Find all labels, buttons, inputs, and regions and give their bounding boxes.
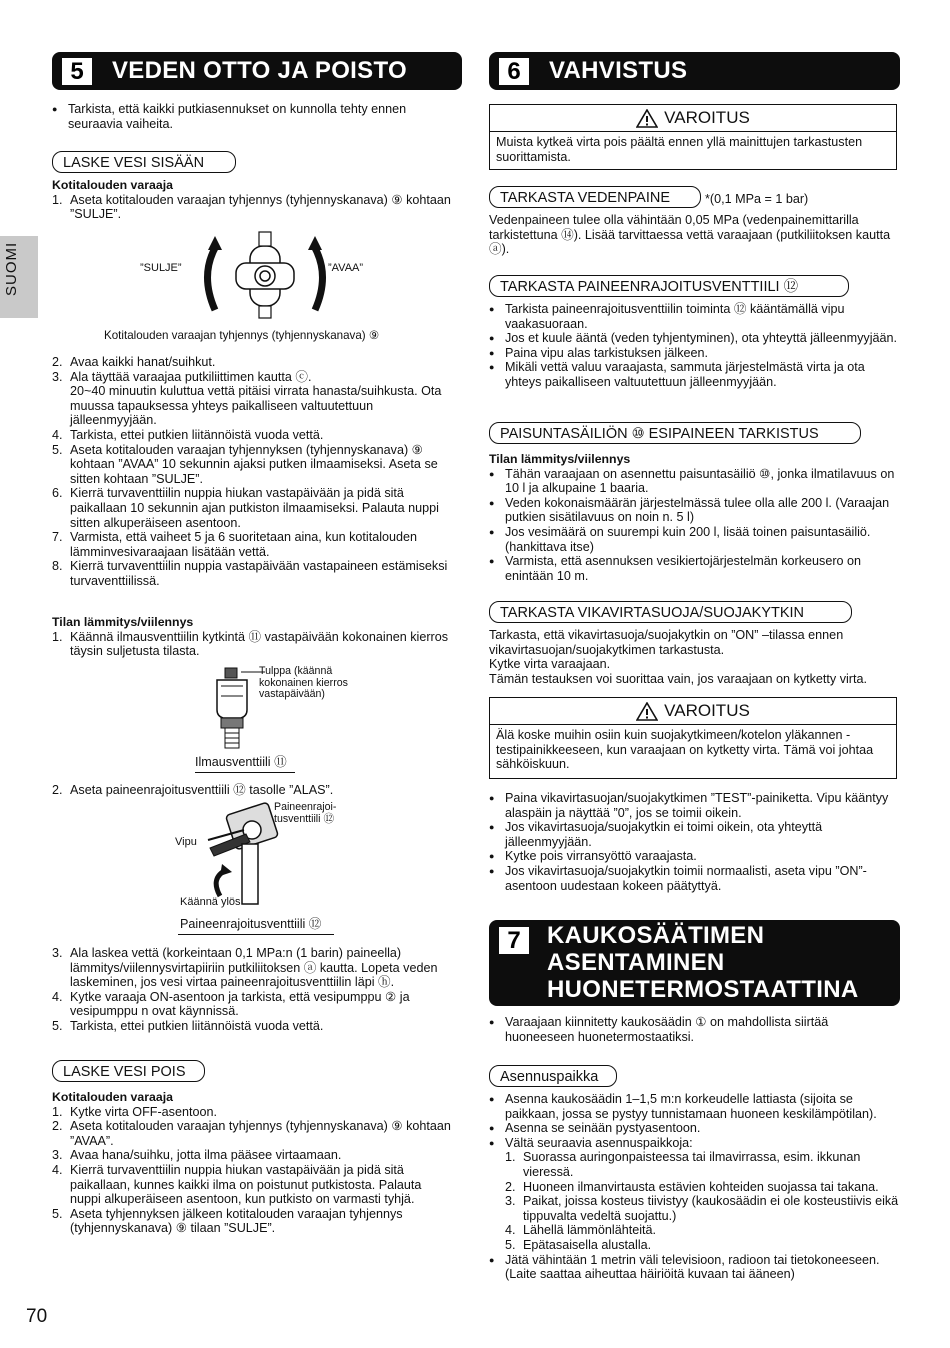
install-item: ● Jätä vähintään 1 metrin väli televisioon, radioon tai tietokoneeseen. (Laite saattaa aiheuttaa häiriöitä kuvaan tai ääneen) xyxy=(489,1253,901,1282)
page-number: 70 xyxy=(26,1306,48,1327)
fill-step: 8. Kierrä turvaventtiilin nuppia vastapäivään vastapaineen estämiseksi turvaventtiilissä. xyxy=(52,559,448,588)
intro-text: ● Tarkista, että kaikki putkiasennukset on kunnolla tehty ennen seuraavia vaiheita. xyxy=(52,102,452,131)
section-7-title-line-3: HUONETERMOSTAATTINA xyxy=(547,976,859,1003)
language-tab-label: SUOMI xyxy=(3,241,20,296)
expansion-tank-pill: PAISUNTASÄILIÖN ⑩ ESIPAINEEN TARKISTUS xyxy=(489,422,861,444)
install-list xyxy=(489,1092,901,1282)
rcd-text-1: Tarkasta, että vikavirtasuoja/suojakytkin on ”ON” –tilassa ennen vikavirtasuojan/suojakytkimen tarkastusta. xyxy=(489,628,844,657)
check-relief-valve-pill: TARKASTA PAINEENRAJOITUSVENTTIILI ⑫ xyxy=(489,275,849,297)
fig2-note: Tulppa (käännä kokonainen kierros vastapäivään) xyxy=(259,665,348,700)
fig1-open-label: ”AVAA” xyxy=(328,262,364,274)
fill-step-1-text: Aseta kotitalouden varaajan tyhjennys (tyhjennyskanava) ⑨ kohtaan ”SULJE”. xyxy=(70,192,451,222)
warning-1-body: Muista kytkeä virta pois päältä ennen yllä mainittujen tarkastusten suorittamista. xyxy=(496,135,863,164)
fig3-caption: Paineenrajoitusventtiili ⑫ xyxy=(180,917,322,931)
warning-1-title: VAROITUS xyxy=(664,108,750,127)
section-6-number: 6 xyxy=(499,58,529,85)
fig3-lever-label: Vipu xyxy=(175,836,197,848)
drain-step: 5. Aseta tyhjennyksen jälkeen kotitalouden varaajan tyhjennys (tyhjennyskanava) ⑨ tilaan ”SULJE”. xyxy=(52,1206,403,1236)
install-location-pill: Asennuspaikka xyxy=(489,1065,617,1087)
expansion-item: ● Varmista, että asennuksen vesikiertojärjestelmän korkeusero on enintään 10 m. xyxy=(489,554,899,583)
relief-item: ● Tarkista paineenrajoitusventtiilin toiminta ⑫ kääntämällä vipu vaakasuoraan. xyxy=(489,302,899,331)
fig3-note: Paineenrajoi-tusventtiili ⑫ xyxy=(274,801,337,825)
pressure-note: *(0,1 MPa = 1 bar) xyxy=(705,192,809,206)
rcd-item: ● Paina vikavirtasuojan/suojakytkimen ”TEST”-painiketta. Vipu kääntyy alaspäin ja näyttää ”0”, jos se toimii oikein. xyxy=(489,791,899,820)
fill-subheading-2: Tilan lämmitys/viilennys xyxy=(52,615,194,629)
fill-steps-list xyxy=(52,355,452,589)
avoid-item: 4. Lähellä lämmönlähteitä. xyxy=(505,1223,657,1238)
drain-step: 2. Aseta kotitalouden varaajan tyhjennys (tyhjennyskanava) ⑨ kohtaan ”AVAA”. xyxy=(52,1119,451,1148)
section-7-number: 7 xyxy=(499,927,529,954)
heat-step: 4. Kytke varaaja ON-asentoon ja tarkista, että vesipumppu ② ja vesipumppu n ovat käynnissä. xyxy=(52,989,410,1019)
heat-step-2-block xyxy=(52,783,452,798)
expansion-subheading: Tilan lämmitys/viilennys xyxy=(489,452,631,466)
drain-block xyxy=(52,1090,452,1236)
warning-box-2 xyxy=(489,697,897,779)
pressure-text: Vedenpaineen tulee olla vähintään 0,05 MPa (vedenpainemittarilla tarkistettuna ⑭). Lisää tarvittaessa vettä varaajaan (putkiliitoksen kautta ⓐ). xyxy=(489,213,891,257)
warning-2-body: Älä koske muihin osiin kuin suojakytkimeen/kotelon yläkannen -testipainikkeeseen, kun varaajaan on kytketty virta. Tämä voi johtaa sähköiskuun. xyxy=(496,728,874,772)
install-item: ● Vältä seuraavia asennuspaikkoja: xyxy=(489,1136,901,1151)
heat-step-1: 1. Käännä ilmausventtiilin kytkintä ⑪ vastapäivään kokonainen kierros täysin suljetusta tilasta. xyxy=(52,629,449,659)
warning-1-header xyxy=(490,105,896,132)
fig2-caption-rule xyxy=(195,772,295,773)
section-6-title: VAHVISTUS xyxy=(549,57,688,84)
fill-step: 5. Aseta kotitalouden varaajan tyhjennyksen (tyhjennyskanava) ⑨ kohtaan ”AVAA” 10 sekunnin ajaksi putken ilmaamiseksi. Aseta se sitten kohtaan ”SULJE”. xyxy=(52,442,438,486)
fill-step-1: 1. Aseta kotitalouden varaajan tyhjennys (tyhjennyskanava) ⑨ kohtaan ”SULJE”. xyxy=(52,192,451,222)
remote-intro: ● Varaajaan kiinnitetty kaukosäädin ① on mahdollista siirtää huoneeseen huonetermostaatiksi. xyxy=(489,1015,899,1044)
rcd-item: ● Kytke pois virransyöttö varaajasta. xyxy=(489,849,899,864)
expansion-item: ● Jos vesimäärä on suurempi kuin 200 l, lisää toinen paisuntasäiliö. (hankittava itse) xyxy=(489,525,899,554)
heat-step-2: 2. Aseta paineenrajoitusventtiili ⑫ tasolle ”ALAS”. xyxy=(52,783,334,797)
fill-water-pill: LASKE VESI SISÄÄN xyxy=(52,151,236,173)
fig1-close-label: ”SULJE” xyxy=(140,262,182,274)
install-item: ● Asenna se seinään pystyasentoon. xyxy=(489,1121,901,1136)
fill-step: 2. Avaa kaikki hanat/suihkut. xyxy=(52,355,216,369)
fill-step: 6. Kierrä turvaventtiilin nuppia hiukan vastapäivään ja pidä sitä paikallaan 10 sekunnin ajan putkiston ilmaamiseksi. Palauta nuppi sitten alkuperäiseen asentoon. xyxy=(52,486,439,530)
avoid-item: 2. Huoneen ilmanvirtausta estävien kohteiden suojassa tai takana. xyxy=(505,1179,879,1194)
relief-item: ● Jos et kuule ääntä (veden tyhjentyminen), ota yhteyttä jälleenmyyjään. xyxy=(489,331,899,346)
fig3-caption-rule xyxy=(178,934,334,935)
fill-subheading-1: Kotitalouden varaaja xyxy=(52,178,173,192)
warning-2-title: VAROITUS xyxy=(664,701,750,720)
section-7-header xyxy=(489,920,900,1006)
fill-step: 20~40 minuutin kuluttua vettä pitäisi virrata hanasta/suihkusta. Ota muussa tapauksessa yhteys paikalliseen valtuutettuun jälleenmyyjään. xyxy=(70,384,442,428)
install-item: ● Asenna kaukosäädin 1–1,5 m:n korkeudelle lattiasta (sijoita se paikkaan, jossa se pystyy tunnistamaan huoneen keskilämpötilan). xyxy=(489,1092,901,1121)
valve-icon xyxy=(140,228,390,320)
warning-triangle-icon xyxy=(636,109,658,128)
fill-block-1 xyxy=(52,178,452,222)
rcd-list xyxy=(489,791,899,893)
fill-step: 7. Varmista, että vaiheet 5 ja 6 suoritetaan aina, kun kotitalouden lämminvesivaraajaan lisätään vettä. xyxy=(52,530,418,559)
drain-step: 1. Kytke virta OFF-asentoon. xyxy=(52,1104,217,1119)
check-pressure-pill: TARKASTA VEDENPAINE xyxy=(489,186,701,208)
section-7-title-line-1: KAUKOSÄÄTIMEN xyxy=(547,922,765,949)
drain-step: 4. Kierrä turvaventtiilin nuppia hiukan vastapäivään ja pidä sitä paikallaan, kunnes kaikki ilma on poistunut putkistosta. Palauta nuppi alkuperäiseen asentoon, kun putkisto on varmasti tyhjä. xyxy=(52,1162,422,1207)
heating-block xyxy=(52,615,452,659)
relief-item: ● Paina vipu alas tarkistuksen jälkeen. xyxy=(489,346,899,361)
warning-2-header xyxy=(490,698,896,725)
avoid-list xyxy=(489,1150,901,1252)
drain-subheading: Kotitalouden varaaja xyxy=(52,1090,173,1104)
section-6-header xyxy=(489,52,900,90)
warning-triangle-icon xyxy=(636,702,658,721)
expansion-item: ● Tähän varaajaan on asennettu paisuntasäiliö ⑩, jonka ilmatilavuus on 10 l ja alkupaine 1 baaria. xyxy=(489,467,899,496)
section-5-header xyxy=(52,52,462,90)
fig1-caption: Kotitalouden varaajan tyhjennys (tyhjennyskanava) ⑨ xyxy=(104,329,380,342)
avoid-item: 5. Epätasaisella alustalla. xyxy=(505,1237,652,1252)
fig3-turn-label: Käännä ylös xyxy=(180,896,241,908)
avoid-item: 1. Suorassa auringonpaisteessa tai ilmavirrassa, esim. ikkunan vieressä. xyxy=(505,1150,861,1179)
relief-item: ● Mikäli vettä valuu varaajasta, sammuta järjestelmästä virta ja ota yhteys paikalliseen valtuutettuun jälleenmyyjään. xyxy=(489,360,899,389)
fill-step: 4. Tarkista, ettei putkien liitännöistä vuoda vettä. xyxy=(52,427,324,442)
heat-step: 3. Ala laskea vettä (korkeintaan 0,1 MPa:n (1 barin) paineella) lämmitys/viilennysvirtapiiriin putkiliitoksen ⓐ kautta. Lopeta veden laskeminen, jos vesi virtaa paineenrajoitusventtiilin läpi ⓗ. xyxy=(52,946,438,990)
section-5-intro xyxy=(52,102,452,131)
drain-step: 3. Avaa hana/suihku, jotta ilma pääsee virtaamaan. xyxy=(52,1148,342,1163)
section-7-title-line-2: ASENTAMINEN xyxy=(547,949,725,976)
rcd-check-pill: TARKASTA VIKAVIRTASUOJA/SUOJAKYTKIN xyxy=(489,601,852,623)
section-5-title: VEDEN OTTO JA POISTO xyxy=(112,57,407,84)
fig2-caption: Ilmausventtiili ⑪ xyxy=(195,755,287,769)
heat-step: 5. Tarkista, ettei putkien liitännöistä vuoda vettä. xyxy=(52,1018,324,1033)
figure-drain-valve xyxy=(140,228,390,320)
fill-step: 3. Ala täyttää varaajaa putkiliittimen kautta ⓒ. xyxy=(52,369,312,384)
figure-air-vent xyxy=(195,666,395,756)
section-5-number: 5 xyxy=(62,58,92,85)
avoid-item: 3. Paikat, joissa kosteus tiivistyy (kaukosäädin ei ole kosteustiivis eikä tippuvalta vedeltä suojattu.) xyxy=(505,1194,899,1223)
rcd-text xyxy=(489,628,901,686)
heat-steps-list xyxy=(52,946,462,1034)
rcd-item: ● Jos vikavirtasuoja/suojakytkin toimii normaalisti, aseta vipu ”ON”-asentoon uudestaan kokeen päätyttyä. xyxy=(489,864,899,893)
section-7-intro xyxy=(489,1015,899,1044)
rcd-item: ● Jos vikavirtasuoja/suojakytkin ei toimi oikein, ota yhteyttä jälleenmyyjään. xyxy=(489,820,899,849)
warning-box-1 xyxy=(489,104,897,170)
rcd-text-2: Kytke virta varaajaan. xyxy=(489,657,611,672)
relief-valve-list xyxy=(489,302,899,390)
rcd-text-3: Tämän testauksen voi suorittaa vain, jos varaajaan on kytketty virta. xyxy=(489,671,867,686)
expansion-tank-block xyxy=(489,452,899,583)
expansion-item: ● Veden kokonaismäärän järjestelmässä tulee olla alle 200 l. (Varaajan putkien sisätilavuus on noin n. 5 l) xyxy=(489,496,899,525)
figure-pressure-relief xyxy=(170,800,390,908)
drain-water-pill: LASKE VESI POIS xyxy=(52,1060,205,1082)
language-tab xyxy=(0,236,38,318)
